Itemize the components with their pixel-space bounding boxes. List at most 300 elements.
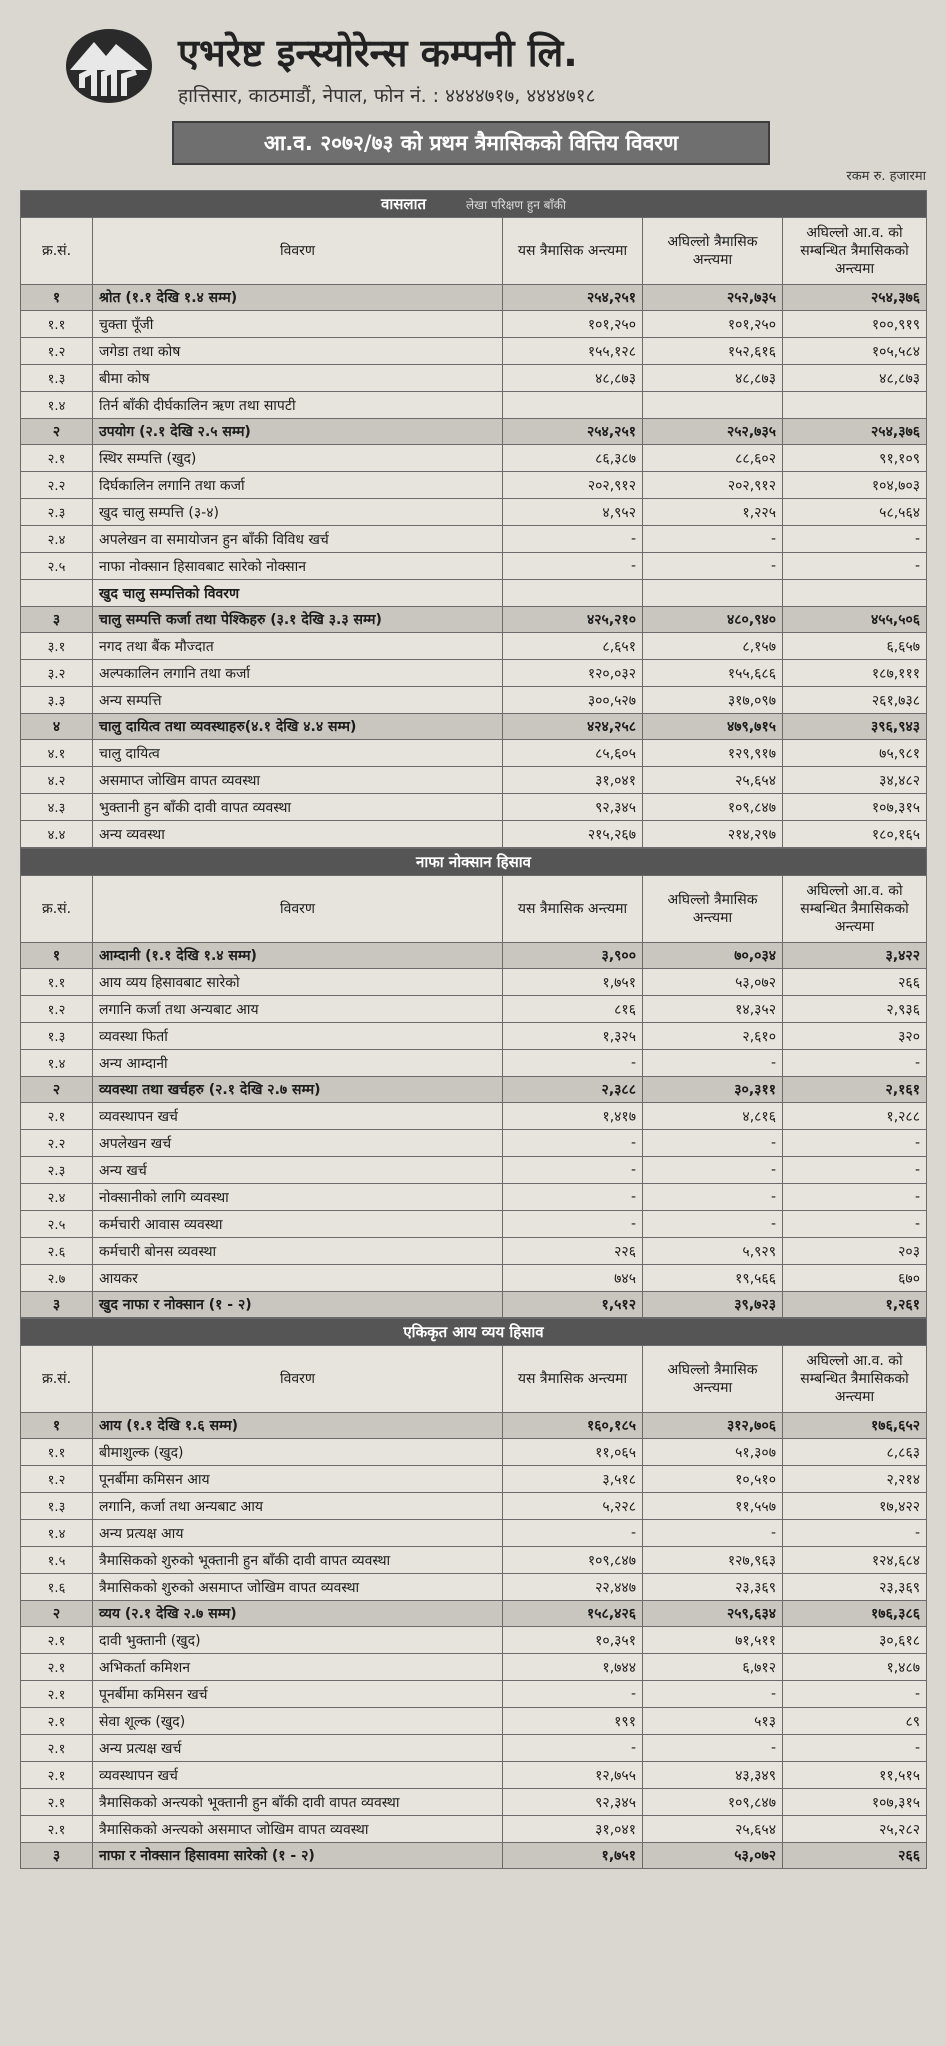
row-description: चालु दायित्व: [93, 740, 503, 767]
row-current-value: ३,५१८: [503, 1466, 643, 1493]
table-row: [21, 1238, 927, 1265]
row-current-value: -: [503, 1130, 643, 1157]
row-corresponding-value: १२४,६८४: [783, 1547, 927, 1574]
row-current-value: १०,३५१: [503, 1627, 643, 1654]
row-sn: १.१: [21, 969, 93, 996]
row-current-value: २१५,२६७: [503, 821, 643, 848]
row-current-value: २०२,९१२: [503, 472, 643, 499]
row-description: नाफा नोक्सान हिसावबाट सारेको नोक्सान: [93, 553, 503, 580]
col-sn: क्र.सं.: [21, 218, 93, 285]
row-corresponding-value: -: [783, 1157, 927, 1184]
row-current-value: १२,७५५: [503, 1762, 643, 1789]
row-previous-value: ३१२,७०६: [643, 1413, 783, 1439]
row-corresponding-value: १७,४२२: [783, 1493, 927, 1520]
row-sn: २.४: [21, 1184, 93, 1211]
row-description: आय (१.१ देखि १.६ सम्म): [93, 1413, 503, 1439]
row-description: अपलेखन खर्च: [93, 1130, 503, 1157]
col-corresponding: अघिल्लो आ.व. को सम्बन्धित त्रैमासिकको अन्त्यमा: [783, 876, 927, 943]
col-current: यस त्रैमासिक अन्त्यमा: [503, 1346, 643, 1413]
row-previous-value: १९,५६६: [643, 1265, 783, 1292]
row-current-value: ४२५,२१०: [503, 607, 643, 633]
row-description: कर्मचारी बोनस व्यवस्था: [93, 1238, 503, 1265]
row-description: त्रैमासिकको शुरुको असमाप्त जोखिम वापत व्यवस्था: [93, 1574, 503, 1601]
row-current-value: -: [503, 1681, 643, 1708]
row-corresponding-value: १७६,६५२: [783, 1413, 927, 1439]
row-description: अन्य प्रत्यक्ष खर्च: [93, 1735, 503, 1762]
col-corresponding: अघिल्लो आ.व. को सम्बन्धित त्रैमासिकको अन्त्यमा: [783, 218, 927, 285]
column-header-row: [21, 218, 927, 285]
table-row: [21, 1050, 927, 1077]
table-row: [21, 794, 927, 821]
row-current-value: ९२,३४५: [503, 794, 643, 821]
row-previous-value: -: [643, 1130, 783, 1157]
row-description: व्यय (२.१ देखि २.७ सम्म): [93, 1601, 503, 1627]
row-current-value: ८६,३८७: [503, 445, 643, 472]
row-corresponding-value: -: [783, 526, 927, 553]
row-current-value: ७४५: [503, 1265, 643, 1292]
row-previous-value: ५१३: [643, 1708, 783, 1735]
row-description: खुद नाफा र नोक्सान (१ - २): [93, 1292, 503, 1318]
row-sn: २: [21, 419, 93, 445]
row-current-value: १,७५१: [503, 1843, 643, 1869]
row-corresponding-value: १,२६१: [783, 1292, 927, 1318]
row-sn: २.४: [21, 526, 93, 553]
row-description: व्यवस्था तथा खर्चहरु (२.१ देखि २.७ सम्म): [93, 1077, 503, 1103]
row-current-value: -: [503, 526, 643, 553]
row-corresponding-value: -: [783, 1735, 927, 1762]
row-description: आयकर: [93, 1265, 503, 1292]
row-current-value: ४८,८७३: [503, 365, 643, 392]
row-previous-value: २५,६५४: [643, 1816, 783, 1843]
table-row: [21, 1708, 927, 1735]
row-corresponding-value: १८०,१६५: [783, 821, 927, 848]
section-total-row: [21, 607, 927, 633]
row-corresponding-value: १,४८७: [783, 1654, 927, 1681]
row-sn: २.२: [21, 472, 93, 499]
row-corresponding-value: ८,८६३: [783, 1439, 927, 1466]
row-description: लगानि कर्जा तथा अन्यबाट आय: [93, 996, 503, 1023]
section-total-row: [21, 419, 927, 445]
row-previous-value: १०९,८४७: [643, 1789, 783, 1816]
row-previous-value: २५,६५४: [643, 767, 783, 794]
row-current-value: ९२,३४५: [503, 1789, 643, 1816]
row-corresponding-value: [783, 392, 927, 419]
table-row: [21, 1654, 927, 1681]
row-current-value: १०१,२५०: [503, 311, 643, 338]
row-description: चुक्ता पूँजी: [93, 311, 503, 338]
row-current-value: ४२४,२५८: [503, 714, 643, 740]
row-description: अन्य आम्दानी: [93, 1050, 503, 1077]
col-previous: अघिल्लो त्रैमासिक अन्त्यमा: [643, 1346, 783, 1413]
row-previous-value: [643, 580, 783, 607]
row-description: चालु सम्पत्ति कर्जा तथा पेश्किहरु (३.१ देखि ३.३ सम्म): [93, 607, 503, 633]
row-previous-value: -: [643, 526, 783, 553]
row-corresponding-value: २६१,७३८: [783, 687, 927, 714]
table-row: [21, 633, 927, 660]
row-previous-value: १२७,९६३: [643, 1547, 783, 1574]
row-description: अन्य प्रत्यक्ष आय: [93, 1520, 503, 1547]
row-current-value: १६०,१८५: [503, 1413, 643, 1439]
col-desc: विवरण: [93, 218, 503, 285]
table-row: [21, 499, 927, 526]
row-sn: २.१: [21, 1654, 93, 1681]
row-sn: ४.३: [21, 794, 93, 821]
row-current-value: १५५,१२८: [503, 338, 643, 365]
table-row: [21, 1520, 927, 1547]
row-corresponding-value: ११,५१५: [783, 1762, 927, 1789]
row-current-value: -: [503, 553, 643, 580]
row-description: दिर्घकालिन लगानि तथा कर्जा: [93, 472, 503, 499]
table-row: [21, 1184, 927, 1211]
table-row: [21, 338, 927, 365]
row-sn: १: [21, 1413, 93, 1439]
row-description: अन्य व्यवस्था: [93, 821, 503, 848]
row-current-value: २५४,२५१: [503, 285, 643, 311]
row-corresponding-value: १०७,३१५: [783, 1789, 927, 1816]
row-sn: ३.१: [21, 633, 93, 660]
table-row: [21, 1157, 927, 1184]
row-current-value: -: [503, 1184, 643, 1211]
table-row: [21, 996, 927, 1023]
row-current-value: १,३२५: [503, 1023, 643, 1050]
section-total-row: [21, 714, 927, 740]
row-corresponding-value: २,१६१: [783, 1077, 927, 1103]
row-sn: २.७: [21, 1265, 93, 1292]
col-sn: क्र.सं.: [21, 1346, 93, 1413]
row-description: व्यवस्थापन खर्च: [93, 1103, 503, 1130]
row-previous-value: ७१,५११: [643, 1627, 783, 1654]
section-total-row: [21, 285, 927, 311]
row-current-value: ३००,५२७: [503, 687, 643, 714]
row-sn: १.४: [21, 1050, 93, 1077]
row-corresponding-value: -: [783, 1520, 927, 1547]
profit-loss-title: नाफा नोक्सान हिसाव: [416, 853, 531, 871]
table-row: [21, 1466, 927, 1493]
row-current-value: ४,९५२: [503, 499, 643, 526]
table-row: [21, 1103, 927, 1130]
row-description: जगेडा तथा कोष: [93, 338, 503, 365]
balance-sheet-table: [20, 190, 927, 848]
row-description: व्यवस्था फिर्ता: [93, 1023, 503, 1050]
row-sn: ३: [21, 607, 93, 633]
row-sn: ४.४: [21, 821, 93, 848]
row-previous-value: ८८,६०२: [643, 445, 783, 472]
table-row: [21, 580, 927, 607]
section-total-row: [21, 1601, 927, 1627]
row-sn: १.४: [21, 392, 93, 419]
row-description: अभिकर्ता कमिशन: [93, 1654, 503, 1681]
row-previous-value: १०९,८४७: [643, 794, 783, 821]
section-total-row: [21, 1292, 927, 1318]
row-sn: २.१: [21, 1681, 93, 1708]
row-sn: २.१: [21, 1708, 93, 1735]
row-previous-value: -: [643, 1520, 783, 1547]
row-description: कर्मचारी आवास व्यवस्था: [93, 1211, 503, 1238]
row-corresponding-value: २५४,३७६: [783, 285, 927, 311]
row-description: नगद तथा बैंक मौज्दात: [93, 633, 503, 660]
row-description: अन्य खर्च: [93, 1157, 503, 1184]
table-row: [21, 1574, 927, 1601]
table-row: [21, 1023, 927, 1050]
table-row: [21, 1130, 927, 1157]
row-current-value: १,५१२: [503, 1292, 643, 1318]
row-corresponding-value: २,९३६: [783, 996, 927, 1023]
row-sn: [21, 580, 93, 607]
row-previous-value: ४,८१६: [643, 1103, 783, 1130]
row-corresponding-value: ३९६,९४३: [783, 714, 927, 740]
table-row: [21, 969, 927, 996]
row-corresponding-value: १०५,५८४: [783, 338, 927, 365]
row-sn: १.४: [21, 1520, 93, 1547]
table-row: [21, 311, 927, 338]
row-corresponding-value: १,२८८: [783, 1103, 927, 1130]
row-sn: १.५: [21, 1547, 93, 1574]
row-previous-value: -: [643, 1050, 783, 1077]
row-corresponding-value: २५४,३७६: [783, 419, 927, 445]
row-previous-value: १४,३५२: [643, 996, 783, 1023]
row-sn: २.२: [21, 1130, 93, 1157]
row-sn: १.१: [21, 311, 93, 338]
row-previous-value: -: [643, 1211, 783, 1238]
row-description: पूनर्बीमा कमिसन खर्च: [93, 1681, 503, 1708]
row-corresponding-value: ३०,६१८: [783, 1627, 927, 1654]
row-previous-value: ५३,०७२: [643, 1843, 783, 1869]
table-row: [21, 1439, 927, 1466]
row-sn: ३: [21, 1292, 93, 1318]
table-row: [21, 687, 927, 714]
row-corresponding-value: ३,४२२: [783, 943, 927, 969]
row-description: दावी भुक्तानी (खुद): [93, 1627, 503, 1654]
row-sn: २.१: [21, 1762, 93, 1789]
table-row: [21, 821, 927, 848]
balance-sheet-header: [21, 191, 927, 218]
row-previous-value: ४३,३४९: [643, 1762, 783, 1789]
row-current-value: ८५,६०५: [503, 740, 643, 767]
row-previous-value: -: [643, 1157, 783, 1184]
row-previous-value: ८,१५७: [643, 633, 783, 660]
section-total-row: [21, 1077, 927, 1103]
table-row: [21, 553, 927, 580]
row-description: श्रोत (१.१ देखि १.४ सम्म): [93, 285, 503, 311]
statement-title: आ.व. २०७२/७३ को प्रथम त्रैमासिकको वित्तिय विवरण: [172, 121, 770, 165]
row-previous-value: ११,५५७: [643, 1493, 783, 1520]
row-description: चालु दायित्व तथा व्यवस्थाहरु(४.१ देखि ४.४ सम्म): [93, 714, 503, 740]
section-total-row: [21, 1413, 927, 1439]
row-previous-value: २५२,७३५: [643, 285, 783, 311]
row-sn: १.२: [21, 996, 93, 1023]
row-sn: २.५: [21, 553, 93, 580]
row-corresponding-value: -: [783, 553, 927, 580]
row-previous-value: ४८०,९४०: [643, 607, 783, 633]
row-previous-value: -: [643, 553, 783, 580]
row-description: तिर्न बाँकी दीर्घकालिन ऋण तथा सापटी: [93, 392, 503, 419]
col-desc: विवरण: [93, 1346, 503, 1413]
row-corresponding-value: १८७,१११: [783, 660, 927, 687]
section-total-row: [21, 943, 927, 969]
column-header-row: [21, 876, 927, 943]
row-sn: १.२: [21, 338, 93, 365]
row-sn: १.६: [21, 1574, 93, 1601]
amount-unit: रकम रु. हजारमा: [846, 169, 926, 184]
section-total-row: [21, 1843, 927, 1869]
row-sn: २.६: [21, 1238, 93, 1265]
col-desc: विवरण: [93, 876, 503, 943]
row-current-value: १५८,४२६: [503, 1601, 643, 1627]
row-description: असमाप्त जोखिम वापत व्यवस्था: [93, 767, 503, 794]
audit-note: लेखा परिक्षण हुन बाँकी: [466, 198, 566, 212]
col-corresponding: अघिल्लो आ.व. को सम्बन्धित त्रैमासिकको अन्त्यमा: [783, 1346, 927, 1413]
row-corresponding-value: २०३: [783, 1238, 927, 1265]
row-current-value: ३१,०४१: [503, 1816, 643, 1843]
row-corresponding-value: ३२०: [783, 1023, 927, 1050]
row-current-value: १,४१७: [503, 1103, 643, 1130]
row-corresponding-value: २३,३६९: [783, 1574, 927, 1601]
row-corresponding-value: ६,६५७: [783, 633, 927, 660]
row-description: त्रैमासिकको अन्त्यको असमाप्त जोखिम वापत व्यवस्था: [93, 1816, 503, 1843]
col-sn: क्र.सं.: [21, 876, 93, 943]
row-sn: २.३: [21, 499, 93, 526]
company-address: हात्तिसार, काठमाडौं, नेपाल, फोन नं. : ४४४४७१७, ४४४४७१८: [178, 85, 596, 107]
row-previous-value: २५२,७३५: [643, 419, 783, 445]
row-current-value: १,७५१: [503, 969, 643, 996]
row-corresponding-value: ८९: [783, 1708, 927, 1735]
profit-loss-table: [20, 848, 927, 1318]
row-current-value: ११,०६५: [503, 1439, 643, 1466]
row-previous-value: १५२,६१६: [643, 338, 783, 365]
row-sn: ४.२: [21, 767, 93, 794]
table-row: [21, 365, 927, 392]
row-description: व्यवस्थापन खर्च: [93, 1762, 503, 1789]
row-current-value: १,७४४: [503, 1654, 643, 1681]
row-corresponding-value: १००,९१९: [783, 311, 927, 338]
table-row: [21, 1493, 927, 1520]
row-current-value: -: [503, 1211, 643, 1238]
row-current-value: -: [503, 1050, 643, 1077]
row-current-value: २,३८८: [503, 1077, 643, 1103]
table-row: [21, 1762, 927, 1789]
row-corresponding-value: २६६: [783, 969, 927, 996]
col-previous: अघिल्लो त्रैमासिक अन्त्यमा: [643, 218, 783, 285]
row-sn: १: [21, 943, 93, 969]
row-corresponding-value: ५८,५६४: [783, 499, 927, 526]
header: [0, 0, 946, 200]
table-row: [21, 472, 927, 499]
row-previous-value: [643, 392, 783, 419]
row-corresponding-value: ९१,१०९: [783, 445, 927, 472]
row-corresponding-value: १०४,७०३: [783, 472, 927, 499]
consolidated-header: [21, 1319, 927, 1346]
row-description: बीमाशुल्क (खुद): [93, 1439, 503, 1466]
row-description: बीमा कोष: [93, 365, 503, 392]
row-sn: ४: [21, 714, 93, 740]
table-row: [21, 526, 927, 553]
row-sn: २: [21, 1077, 93, 1103]
row-previous-value: १०,५१०: [643, 1466, 783, 1493]
row-corresponding-value: -: [783, 1211, 927, 1238]
row-current-value: २२६: [503, 1238, 643, 1265]
profit-loss-header: [21, 849, 927, 876]
row-description: पूनर्बीमा कमिसन आय: [93, 1466, 503, 1493]
row-description: अल्पकालिन लगानि तथा कर्जा: [93, 660, 503, 687]
row-description: उपयोग (२.१ देखि २.५ सम्म): [93, 419, 503, 445]
company-name: एभरेष्ट इन्स्योरेन्स कम्पनी लि.: [178, 31, 578, 75]
row-sn: १.३: [21, 1023, 93, 1050]
table-row: [21, 392, 927, 419]
row-previous-value: ५३,०७२: [643, 969, 783, 996]
row-corresponding-value: -: [783, 1184, 927, 1211]
row-description: लगानि, कर्जा तथा अन्यबाट आय: [93, 1493, 503, 1520]
row-current-value: ५,२२८: [503, 1493, 643, 1520]
row-previous-value: १,२२५: [643, 499, 783, 526]
table-row: [21, 1211, 927, 1238]
table-row: [21, 1681, 927, 1708]
row-current-value: [503, 392, 643, 419]
row-description: त्रैमासिकको अन्त्यको भूक्तानी हुन बाँकी दावी वापत व्यवस्था: [93, 1789, 503, 1816]
balance-sheet-title: वासलात: [381, 195, 427, 213]
row-previous-value: २०२,९१२: [643, 472, 783, 499]
row-corresponding-value: १०७,३१५: [783, 794, 927, 821]
consolidated-title: एकिकृत आय व्यय हिसाव: [403, 1323, 544, 1341]
row-previous-value: ३९,७२३: [643, 1292, 783, 1318]
consolidated-income-table: [20, 1318, 927, 1869]
row-sn: २.१: [21, 1789, 93, 1816]
row-sn: २.१: [21, 1735, 93, 1762]
row-corresponding-value: ७५,९८१: [783, 740, 927, 767]
row-description: अपलेखन वा समायोजन हुन बाँकी विविध खर्च: [93, 526, 503, 553]
row-previous-value: -: [643, 1735, 783, 1762]
row-previous-value: २३,३६९: [643, 1574, 783, 1601]
row-description: भुक्तानी हुन बाँकी दावी वापत व्यवस्था: [93, 794, 503, 821]
row-sn: ३: [21, 1843, 93, 1869]
row-current-value: ८,६५१: [503, 633, 643, 660]
row-current-value: [503, 580, 643, 607]
column-header-row: [21, 1346, 927, 1413]
row-previous-value: ३१७,०९७: [643, 687, 783, 714]
row-current-value: १०९,८४७: [503, 1547, 643, 1574]
row-previous-value: ४८,८७३: [643, 365, 783, 392]
row-current-value: १९१: [503, 1708, 643, 1735]
col-current: यस त्रैमासिक अन्त्यमा: [503, 876, 643, 943]
row-previous-value: ४७९,७१५: [643, 714, 783, 740]
row-sn: २.१: [21, 1627, 93, 1654]
row-current-value: २५४,२५१: [503, 419, 643, 445]
row-previous-value: १५५,६८६: [643, 660, 783, 687]
row-previous-value: ५१,३०७: [643, 1439, 783, 1466]
row-current-value: ३,९००: [503, 943, 643, 969]
company-logo-icon: [64, 26, 154, 106]
row-previous-value: ६,७१२: [643, 1654, 783, 1681]
row-current-value: -: [503, 1735, 643, 1762]
row-corresponding-value: [783, 580, 927, 607]
table-row: [21, 1627, 927, 1654]
row-corresponding-value: ४५५,५०६: [783, 607, 927, 633]
row-previous-value: २१४,२९७: [643, 821, 783, 848]
row-current-value: -: [503, 1520, 643, 1547]
table-row: [21, 1816, 927, 1843]
row-sn: १: [21, 285, 93, 311]
row-corresponding-value: -: [783, 1050, 927, 1077]
table-row: [21, 1735, 927, 1762]
row-previous-value: १०१,२५०: [643, 311, 783, 338]
row-sn: ३.२: [21, 660, 93, 687]
row-sn: १.२: [21, 1466, 93, 1493]
row-current-value: २२,४४७: [503, 1574, 643, 1601]
row-sn: १.१: [21, 1439, 93, 1466]
row-description: आय व्यय हिसावबाट सारेको: [93, 969, 503, 996]
row-corresponding-value: ४८,८७३: [783, 365, 927, 392]
row-corresponding-value: -: [783, 1130, 927, 1157]
table-row: [21, 660, 927, 687]
